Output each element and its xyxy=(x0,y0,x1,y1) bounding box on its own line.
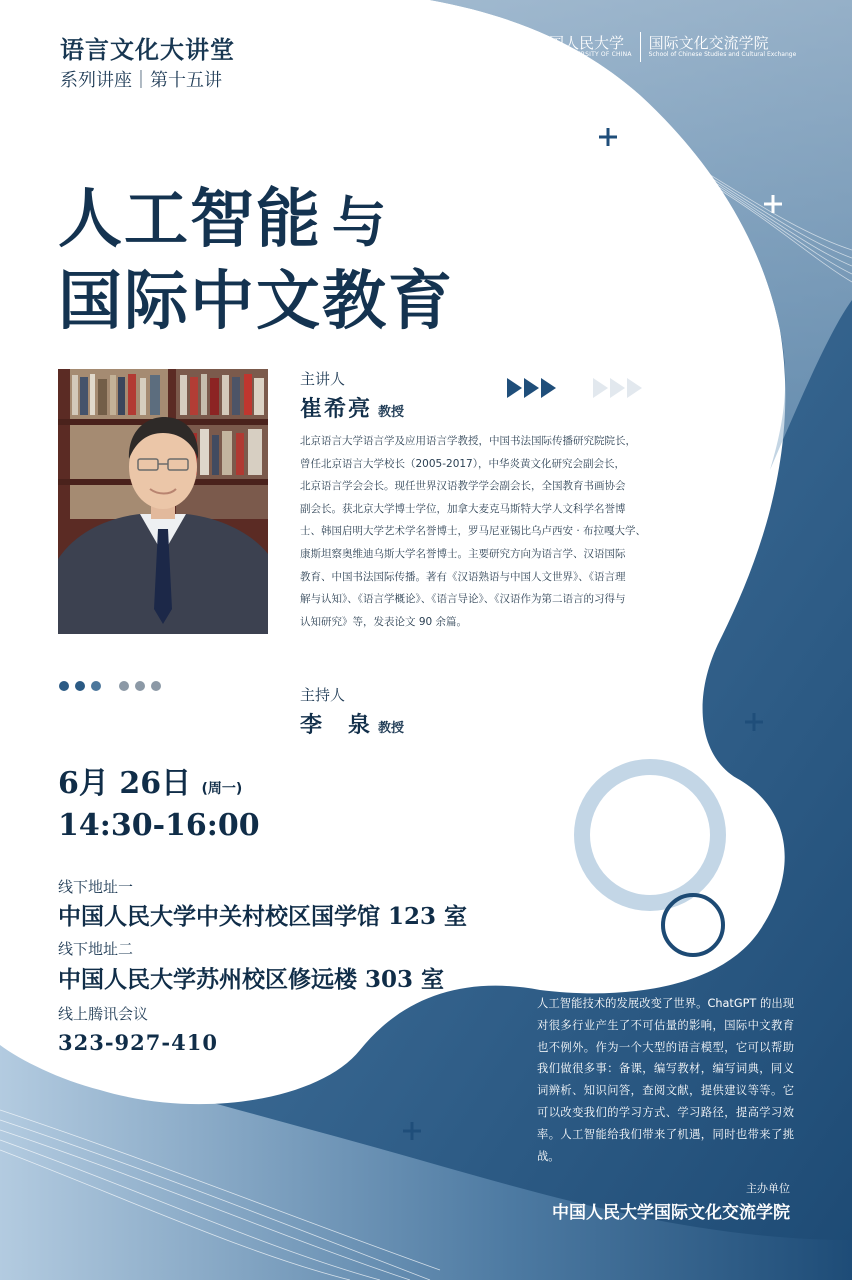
university-seal-icon: ◎ xyxy=(492,30,526,64)
host-name: 李 泉 xyxy=(300,712,373,738)
host-role: 主持人 xyxy=(300,686,346,704)
logo-divider xyxy=(640,32,641,62)
weekday: (周一) xyxy=(201,781,243,797)
bio-line: 北京语言大学语言学及应用语言学教授，中国书法国际传播研究院院长， xyxy=(300,435,636,447)
venue-label-1: 线下地址一 xyxy=(58,878,134,896)
bio-line: 康斯坦察奥维迪乌斯大学名誉博士。主要研究方向为语言学、汉语国际 xyxy=(300,547,626,560)
speaker-title: 教授 xyxy=(378,405,405,420)
speaker-role: 主讲人 xyxy=(300,370,346,388)
venue-value-2: 中国人民大学苏州校区修远楼 303 室 xyxy=(58,966,445,993)
university-logo xyxy=(492,30,797,64)
venue-label-2: 线下地址二 xyxy=(58,940,134,958)
bio-line: 教育、中国书法国际传播。著有《汉语熟语与中国人文世界》、《语言理 xyxy=(300,570,626,583)
university-name xyxy=(534,35,632,59)
host-title: 教授 xyxy=(378,721,405,736)
host-name-block xyxy=(300,708,404,739)
headline-connector: 与 xyxy=(332,191,388,254)
online-label: 线上腾讯会议 xyxy=(58,1005,149,1023)
bio-line: 解与认知》、《语言学概论》、《语言导论》、《汉语作为第二语言的习得与 xyxy=(300,593,626,606)
bio-line: 认知研究》等，发表论文 90 余篇。 xyxy=(300,615,468,628)
event-date xyxy=(58,758,242,802)
bio-line: 士、韩国启明大学艺术学名誉博士，罗马尼亚锡比乌卢西安 · 布拉嘎大学、 xyxy=(300,525,647,538)
series-title: 语言文化大讲堂 xyxy=(60,36,235,64)
organizer-name: 中国人民大学国际文化交流学院 xyxy=(552,1203,790,1223)
organizer-label: 主办单位 xyxy=(746,1182,790,1195)
school-name-cn: 国际文化交流学院 xyxy=(648,34,769,52)
bio-line: 北京语言学会会长。现任世界汉语教学学会副会长，全国教育书画协会 xyxy=(300,480,626,493)
venue-value-1: 中国人民大学中关村校区国学馆 123 室 xyxy=(58,903,468,930)
lecture-intro: 人工智能技术的发展改变了世界。ChatGPT 的出现对很多行业产生了不可估量的影响，国际中文教育也不例外。作为一个大型的语言模型，它可以帮助我们做很多事：备课，编写教材，编写词典，同义词辨析、知识问答，查阅文献，提供建议等等。它可以改变我们的学习方式、学习路径，提高学习效率。人工智能给我们带来了机遇，同时也带来了挑战。 xyxy=(537,997,794,1163)
bio-line: 副会长。获北京大学博士学位，加拿大麦克马斯特大学人文科学名誉博 xyxy=(300,502,626,515)
headline-line2: 国际中文教育 xyxy=(58,265,454,339)
school-name-en: School of Chinese Studies and Cultural Exchange xyxy=(648,51,797,58)
speaker-photo xyxy=(58,369,268,634)
headline-line1 xyxy=(58,168,388,260)
date-value: 6月 26日 xyxy=(58,766,192,801)
series-subtitle: 系列讲座｜第十五讲 xyxy=(60,70,222,91)
event-time: 14:30-16:00 xyxy=(58,808,260,843)
school-name xyxy=(649,35,797,59)
bio-line: 曾任北京语言大学校长（2005-2017），中华炎黄文化研究会副会长， xyxy=(300,457,625,470)
university-name-cn: 中国人民大学 xyxy=(534,34,625,52)
meeting-number: 323-927-410 xyxy=(58,1030,218,1055)
headline-ai: 人工智能 xyxy=(58,183,322,257)
speaker-name-block xyxy=(300,392,404,423)
speaker-name: 崔希亮 xyxy=(300,396,373,422)
university-name-en: RENMIN UNIVERSITY OF CHINA xyxy=(534,51,632,58)
speaker-bio xyxy=(300,430,680,633)
